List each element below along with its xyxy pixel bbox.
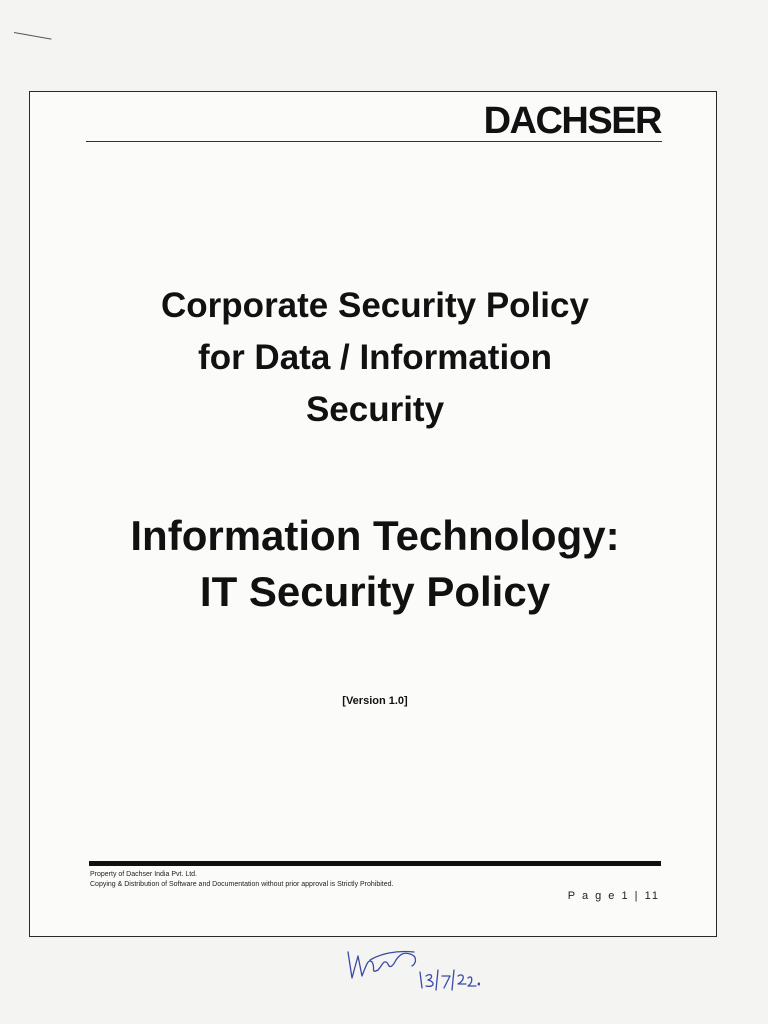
footer-copyright: Copying & Distribution of Software and Documentation without prior approval is Strictly Prohibited. <box>90 881 394 888</box>
title-line: Security <box>305 390 445 429</box>
subtitle-line: Information Technology: <box>130 512 620 559</box>
handwritten-signature <box>340 940 480 995</box>
subtitle-line: IT Security Policy <box>199 568 551 615</box>
footer-divider <box>89 861 661 866</box>
document-title <box>60 280 690 436</box>
footer-ownership: Property of Dachser India Pvt. Ltd. <box>90 871 197 878</box>
title-line: for Data / Information <box>198 338 552 377</box>
footer-notice <box>90 870 570 890</box>
page-number: P a g e 1 | 11 <box>567 890 660 902</box>
title-line: Corporate Security Policy <box>161 286 589 325</box>
header-divider <box>86 141 662 142</box>
version-label: [Version 1.0] <box>342 695 408 707</box>
document-subtitle <box>40 508 710 620</box>
dachser-logo: DACHSER <box>483 100 661 142</box>
scan-artifact-mark <box>14 32 52 40</box>
